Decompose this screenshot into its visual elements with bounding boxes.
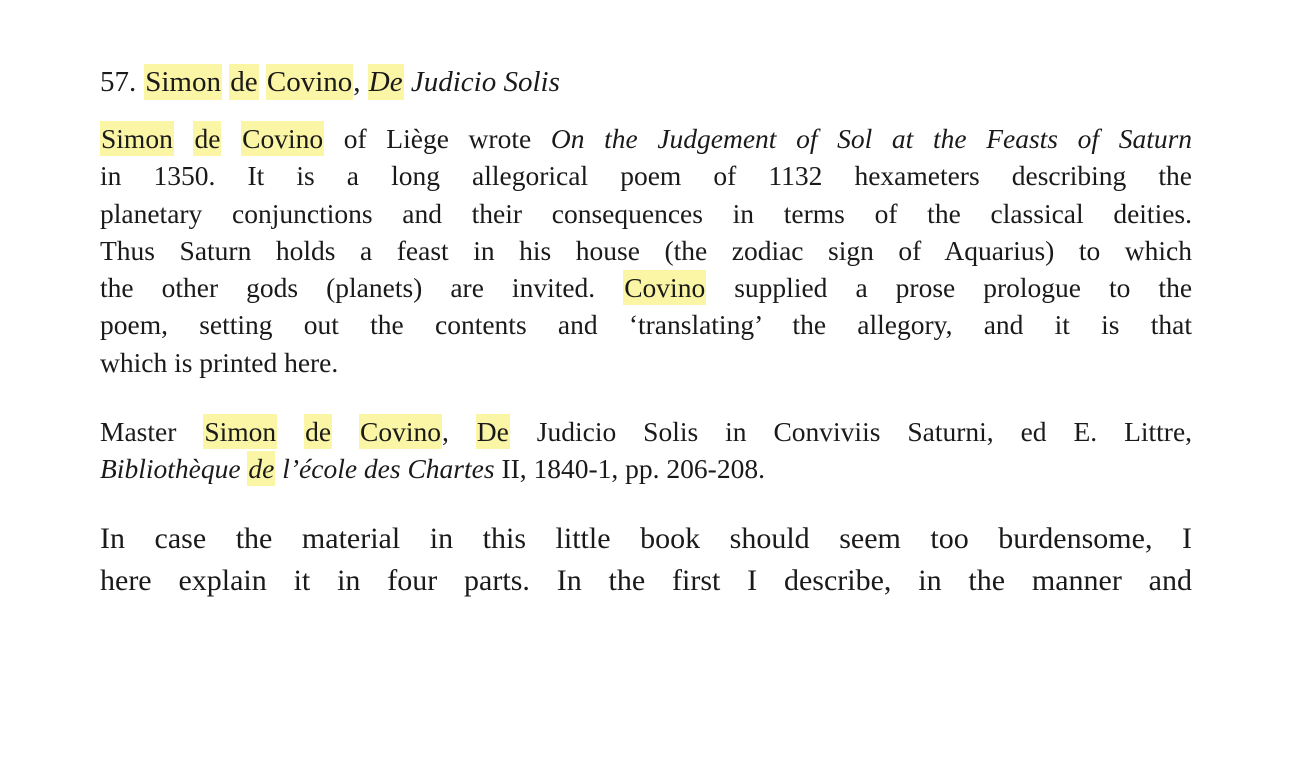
heading-title: Judicio Solis — [410, 66, 560, 98]
ref-text: Master — [100, 416, 177, 448]
reference-line-2 — [100, 450, 1192, 487]
highlight-covino: Covino — [624, 272, 706, 304]
highlight-de-title: De — [476, 416, 509, 448]
ref-text: Judicio Solis in Conviviis Saturni, ed E. Littre, — [536, 416, 1193, 448]
body-paragraph — [100, 518, 1192, 602]
highlight-simon: Simon — [204, 416, 277, 448]
highlight-covino: Covino — [242, 123, 324, 154]
intro-line-5 — [100, 269, 1192, 306]
intro-line-2: in 1350. It is a long allegorical poem of 1132 hexameters describing the — [100, 160, 1192, 192]
intro-paragraph — [100, 120, 1192, 381]
highlight-title-de: De — [368, 66, 403, 98]
highlight-de: de — [305, 416, 332, 448]
reference-citation — [100, 413, 1192, 488]
body-line-2: here explain it in four parts. In the first I describe, in the manner and — [100, 563, 1192, 597]
reference-line-1 — [100, 413, 1192, 450]
section-number: 57. — [100, 66, 137, 98]
intro-line-7: which is printed here. — [100, 346, 339, 378]
highlight-de: de — [248, 453, 275, 485]
ref-text: II, 1840-1, pp. 206-208. — [501, 453, 765, 485]
intro-text: the other gods (planets) are invited. — [100, 272, 596, 304]
highlight-simon: Simon — [101, 123, 173, 154]
highlight-de: de — [230, 66, 258, 98]
highlight-simon: Simon — [145, 66, 221, 98]
intro-line-1 — [100, 120, 1192, 157]
intro-line-3: planetary conjunctions and their consequences in terms of the classical deities. — [100, 197, 1192, 229]
journal-title: l’école des Chartes — [282, 453, 495, 485]
intro-line-4: Thus Saturn holds a feast in his house (the zodiac sign of Aquarius) to which — [100, 234, 1192, 266]
section-heading — [100, 58, 1192, 106]
highlight-covino: Covino — [266, 66, 353, 98]
intro-text: supplied a prose prologue to the — [734, 272, 1193, 304]
ref-comma: , — [441, 416, 449, 448]
journal-title: Bibliothèque — [100, 453, 241, 485]
highlight-de: de — [194, 123, 221, 154]
highlight-covino: Covino — [359, 416, 441, 448]
work-title: On the Judgement of Sol at the Feasts of Saturn — [550, 123, 1193, 154]
body-line-1: In case the material in this little book should seem too burdensome, I — [100, 521, 1192, 555]
intro-text: of Liège wrote — [343, 123, 532, 154]
intro-line-6: poem, setting out the contents and ‘translating’ the allegory, and it is that — [100, 309, 1192, 341]
heading-comma: , — [353, 66, 361, 98]
document-page — [100, 58, 1192, 602]
